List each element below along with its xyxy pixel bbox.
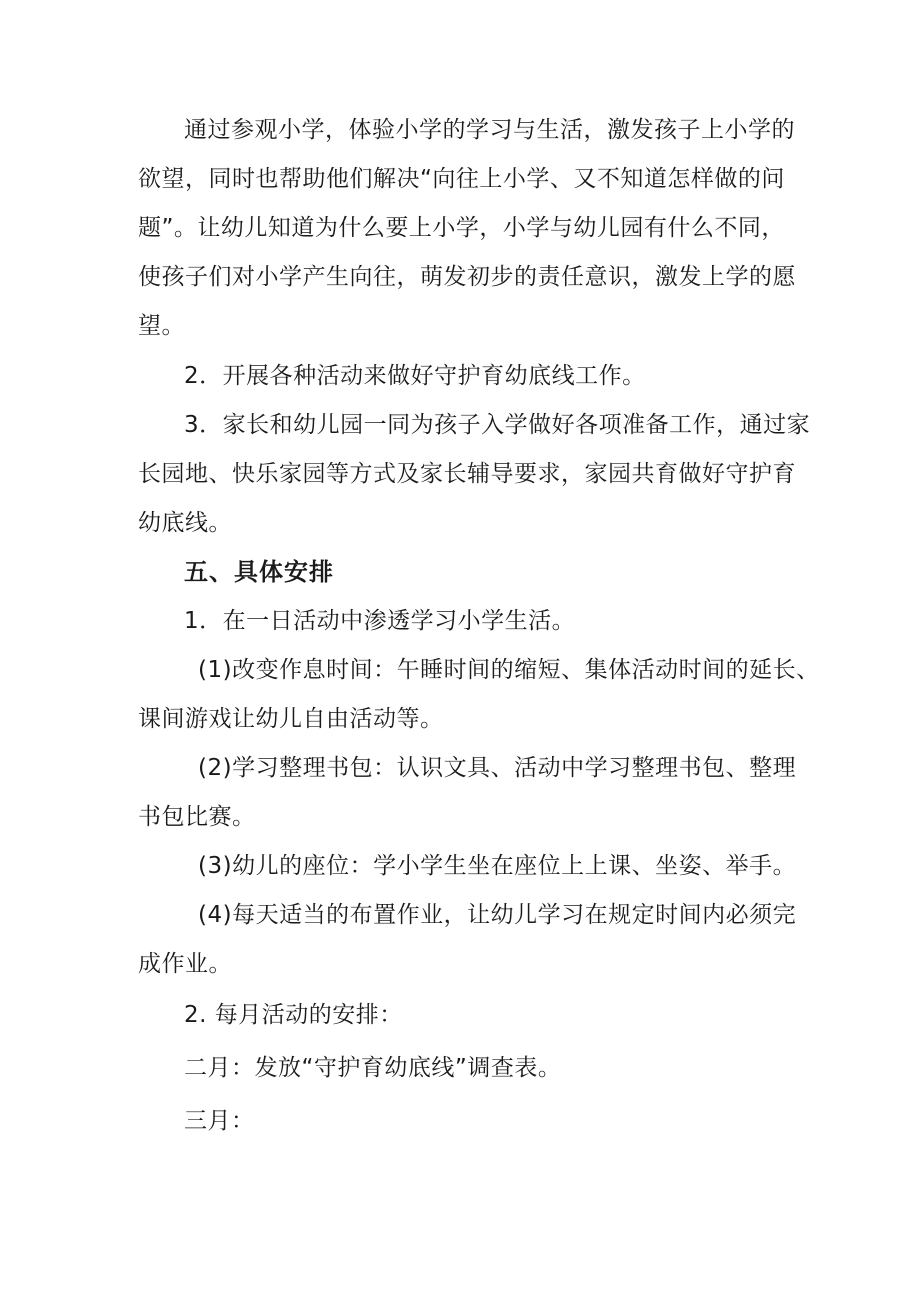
month-march: 三月： (184, 1108, 255, 1134)
list-item-2: 2．开展各种活动来做好守护育幼底线工作。 (184, 363, 646, 389)
section-item-1: 1．在一日活动中渗透学习小学生活。 (184, 608, 576, 634)
text-line: 课间游戏让幼儿自由活动等。 (138, 706, 444, 732)
text-line: 书包比赛。 (138, 804, 256, 830)
text-line: 题”。让幼儿知道为什么要上小学，小学与幼儿园有什么不同， (138, 215, 785, 241)
section-item-2: 2. 每月活动的安排： (184, 1002, 403, 1028)
text-line: 成作业。 (138, 951, 232, 977)
text-line: 欲望，同时也帮助他们解决“向往上小学、又不知道怎样做的问 (138, 166, 785, 192)
text-line: 使孩子们对小学产生向往，萌发初步的责任意识，激发上学的愿 (138, 264, 796, 290)
text-line: 3．家长和幼儿园一同为孩子入学做好各项准备工作，通过家 (184, 412, 811, 438)
text-line: (1)改变作息时间：午睡时间的缩短、集体活动时间的延长、 (198, 657, 820, 683)
text-line: 望。 (138, 313, 185, 339)
text-line: 幼底线。 (138, 510, 232, 536)
sub-item-3: (3)幼儿的座位：学小学生坐在座位上上课、坐姿、举手。 (198, 853, 797, 879)
text-line: (4)每天适当的布置作业，让幼儿学习在规定时间内必须完 (198, 902, 797, 928)
text-line: 通过参观小学，体验小学的学习与生活，激发孩子上小学的 (184, 117, 795, 143)
section-heading: 五、具体安排 (184, 558, 334, 586)
text-line: (2)学习整理书包：认识文具、活动中学习整理书包、整理 (198, 755, 797, 781)
text-line: 长园地、快乐家园等方式及家长辅导要求，家园共育做好守护育 (138, 461, 796, 487)
month-february: 二月：发放“守护育幼底线”调查表。 (184, 1055, 562, 1081)
